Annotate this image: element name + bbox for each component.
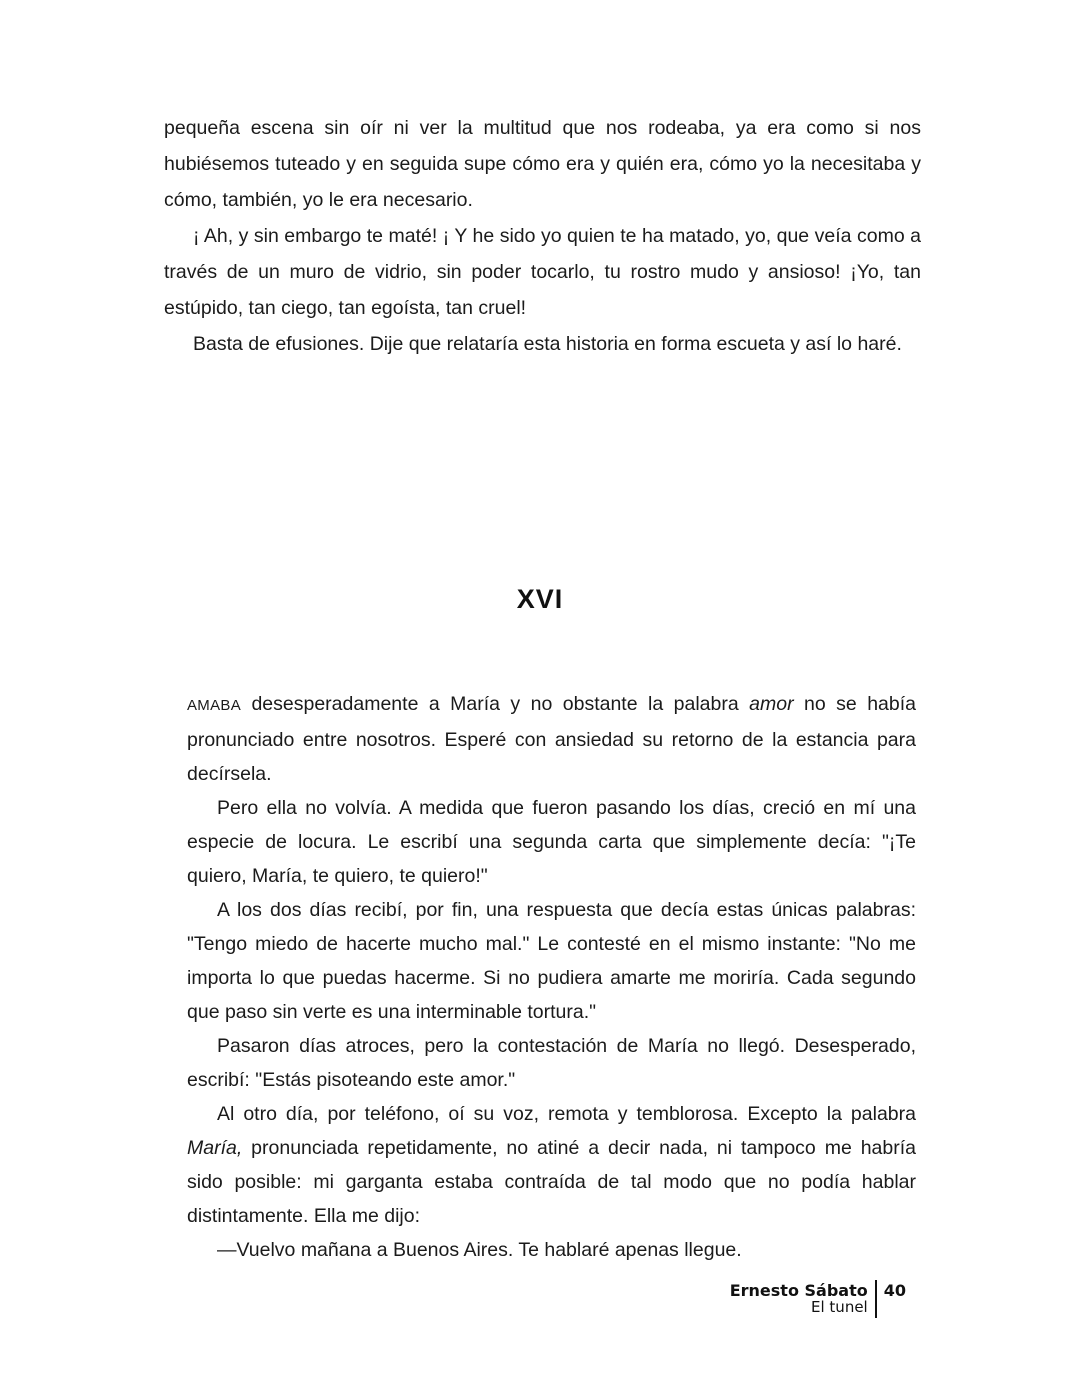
chapter-heading: XVI [516, 584, 564, 614]
footer-author: Ernesto Sábato [729, 1281, 868, 1300]
text-block-continuation [164, 110, 921, 362]
footer-text [730, 1280, 875, 1318]
text-run: Pasaron días atroces, pero la contestación de María no llegó. Desesperado, escribí: "Estás pisoteando este amor." [187, 1035, 916, 1091]
footer-book-title: El tunel [811, 1298, 868, 1316]
text-run: amor [749, 693, 794, 715]
text-run: María, [187, 1137, 243, 1159]
text-run: Pero ella no volvía. A medida que fueron pasando los días, creció en mí una especie de locura. Le escribí una segunda carta que simplemente decía: "¡Te quiero, María, te quiero, te quiero!" [187, 797, 916, 887]
text-run: desesperadamente a María y no obstante la palabra [241, 693, 750, 715]
text-run: no se había pronunciado entre nosotros. Esperé con ansiedad su retorno de la estancia para decírsela. [187, 693, 916, 785]
text-block-chapter-xvi [187, 687, 916, 1267]
paragraph [164, 110, 921, 218]
text-run: pequeña escena sin oír ni ver la multitud que nos rodeaba, ya era como si nos hubiésemos tuteado y en seguida supe cómo era y quién era, cómo yo la necesitaba y cómo, también, yo le era necesario. [164, 117, 921, 211]
paragraph [187, 893, 916, 1029]
paragraph [187, 1097, 916, 1233]
text-run: —Vuelvo mañana a Buenos Aires. Te hablaré apenas llegue. [217, 1239, 742, 1261]
text-run: AMABA [187, 697, 242, 714]
text-run: pronunciada repetidamente, no atiné a decir nada, ni tampoco me habría sido posible: mi garganta estaba contraída de tal modo que no podía hablar distintamente. Ella me dijo: [187, 1137, 916, 1227]
text-run: ¡ Ah, y sin embargo te maté! ¡ Y he sido yo quien te ha matado, yo, que veía como a través de un muro de vidrio, sin poder tocarlo, tu rostro mudo y ansioso! ¡Yo, tan estúpido, tan ciego, tan egoísta, tan cruel! [164, 225, 921, 319]
footer-page-number: 40 [883, 1281, 906, 1300]
paragraph [164, 326, 921, 362]
paragraph [187, 1029, 916, 1097]
paragraph [187, 1233, 916, 1267]
paragraph [164, 218, 921, 326]
paragraph [187, 687, 916, 791]
text-run: A los dos días recibí, por fin, una respuesta que decía estas únicas palabras: "Tengo miedo de hacerte mucho mal." Le contesté en el mismo instante: "No me importa lo que puedas hacerme. Si no pudiera amarte me moriría. Cada segundo que paso sin verte es una interminable tortura." [187, 899, 916, 1023]
page-footer [730, 1280, 906, 1318]
text-run: Basta de efusiones. Dije que relataría esta historia en forma escueta y así lo haré. [193, 333, 902, 355]
paragraph [187, 791, 916, 893]
text-run: Al otro día, por teléfono, oí su voz, remota y temblorosa. Excepto la palabra [217, 1103, 916, 1125]
